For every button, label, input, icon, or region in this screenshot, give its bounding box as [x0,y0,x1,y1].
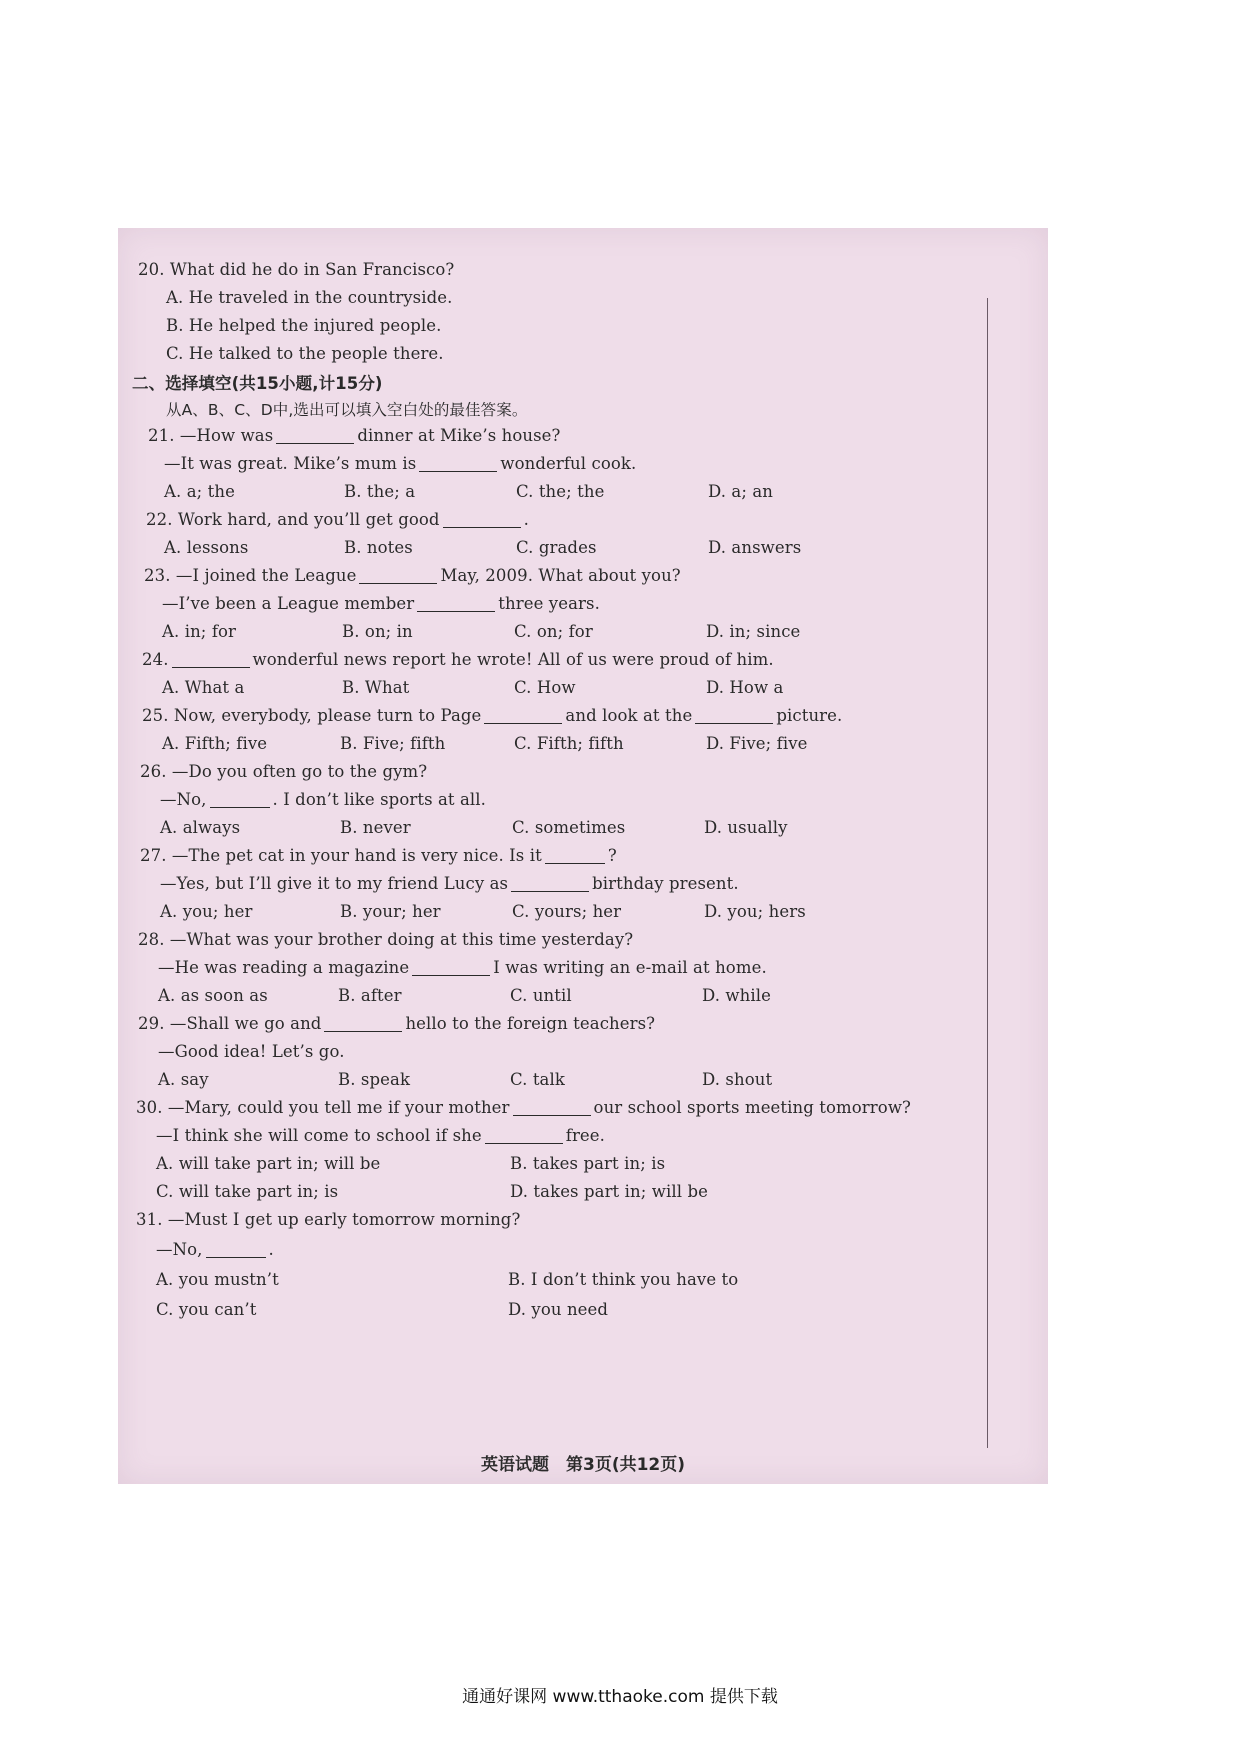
option-a: A. you mustn’t [156,1270,279,1289]
option-b: B. speak [338,1070,411,1089]
option-a: A. in; for [162,622,237,641]
question-20: 20. What did he do in San Francisco? [138,260,455,279]
question-21-line-2: —It was great. Mike’s mum is wonderful cook. [164,454,637,473]
option-c: C. the; the [516,482,605,501]
option-a: A. lessons [164,538,249,557]
question-30-line-2: —I think she will come to school if she free. [156,1126,606,1145]
option-d: D. takes part in; will be [510,1182,708,1201]
option-b: B. never [340,818,411,837]
question-25-line-1: 25. Now, everybody, please turn to Page and look at the picture. [142,706,843,725]
option-b: B. on; in [342,622,413,641]
option-b: B. notes [344,538,413,557]
option-b: B. Five; fifth [340,734,446,753]
option-d: D. you need [508,1300,609,1319]
option-b: B. your; her [340,902,441,921]
option-a: A. a; the [164,482,235,501]
option-d: D. a; an [708,482,774,501]
option-d: D. shout [702,1070,773,1089]
option-d: D. answers [708,538,802,557]
section-instruction: 从A、B、C、D中,选出可以填入空白处的最佳答案。 [166,401,528,419]
page-footer: 英语试题 第3页(共12页) [480,1455,686,1475]
option-c: C. will take part in; is [156,1182,339,1201]
option-a: A. always [160,818,241,837]
option-a: A. Fifth; five [162,734,268,753]
question-23-line-1: 23. —I joined the League May, 2009. What about you? [144,566,681,585]
question-28-line-2: —He was reading a magazine I was writing an e-mail at home. [158,958,767,977]
option-c: C. Fifth; fifth [514,734,624,753]
option-d: D. you; hers [704,902,806,921]
question-27-line-2: —Yes, but I’ll give it to my friend Lucy as birthday present. [160,874,739,893]
margin-rule [987,298,988,1448]
option-a: A. as soon as [158,986,268,1005]
option-b: B. the; a [344,482,416,501]
option-d: D. while [702,986,771,1005]
option-c: C. sometimes [512,818,626,837]
option: C. He talked to the people there. [166,344,444,363]
question-21-line-1: 21. —How was dinner at Mike’s house? [148,426,561,445]
option-d: D. in; since [706,622,801,641]
option-d: D. Five; five [706,734,808,753]
option-b: B. takes part in; is [510,1154,666,1173]
option-c: C. talk [510,1070,565,1089]
question-30-line-1: 30. —Mary, could you tell me if your mother our school sports meeting tomorrow? [136,1098,911,1117]
option-c: C. yours; her [512,902,622,921]
option-c: C. How [514,678,576,697]
question-29-line-1: 29. —Shall we go and hello to the foreign teachers? [138,1014,656,1033]
download-credit: 通通好课网 www.tthaoke.com 提供下载 [462,1687,778,1707]
question-31-line-1: 31. —Must I get up early tomorrow morning? [136,1210,521,1229]
option-d: D. How a [706,678,784,697]
question-24-line-1: 24. wonderful news report he wrote! All of us were proud of him. [142,650,774,669]
question-27-line-1: 27. —The pet cat in your hand is very nice. Is it ? [140,846,617,865]
option-a: A. What a [162,678,245,697]
option-b: B. after [338,986,402,1005]
question-26-line-2: —No, . I don’t like sports at all. [160,790,487,809]
option-c: C. you can’t [156,1300,257,1319]
option-d: D. usually [704,818,788,837]
section-heading: 二、选择填空(共15小题,计15分) [132,374,383,393]
option-b: B. What [342,678,410,697]
question-23-line-2: —I’ve been a League member three years. [162,594,600,613]
option-a: A. you; her [160,902,253,921]
option-a: A. say [158,1070,209,1089]
question-29-line-2: —Good idea! Let’s go. [158,1042,345,1061]
question-28-line-1: 28. —What was your brother doing at this time yesterday? [138,930,634,949]
exam-page [118,228,1048,1484]
question-22-line-1: 22. Work hard, and you’ll get good . [146,510,529,529]
option-a: A. will take part in; will be [156,1154,381,1173]
option: B. He helped the injured people. [166,316,442,335]
option-c: C. grades [516,538,597,557]
option-c: C. until [510,986,572,1005]
option: A. He traveled in the countryside. [166,288,453,307]
question-31-line-2: —No, . [156,1240,274,1259]
question-26-line-1: 26. —Do you often go to the gym? [140,762,428,781]
option-b: B. I don’t think you have to [508,1270,739,1289]
option-c: C. on; for [514,622,593,641]
